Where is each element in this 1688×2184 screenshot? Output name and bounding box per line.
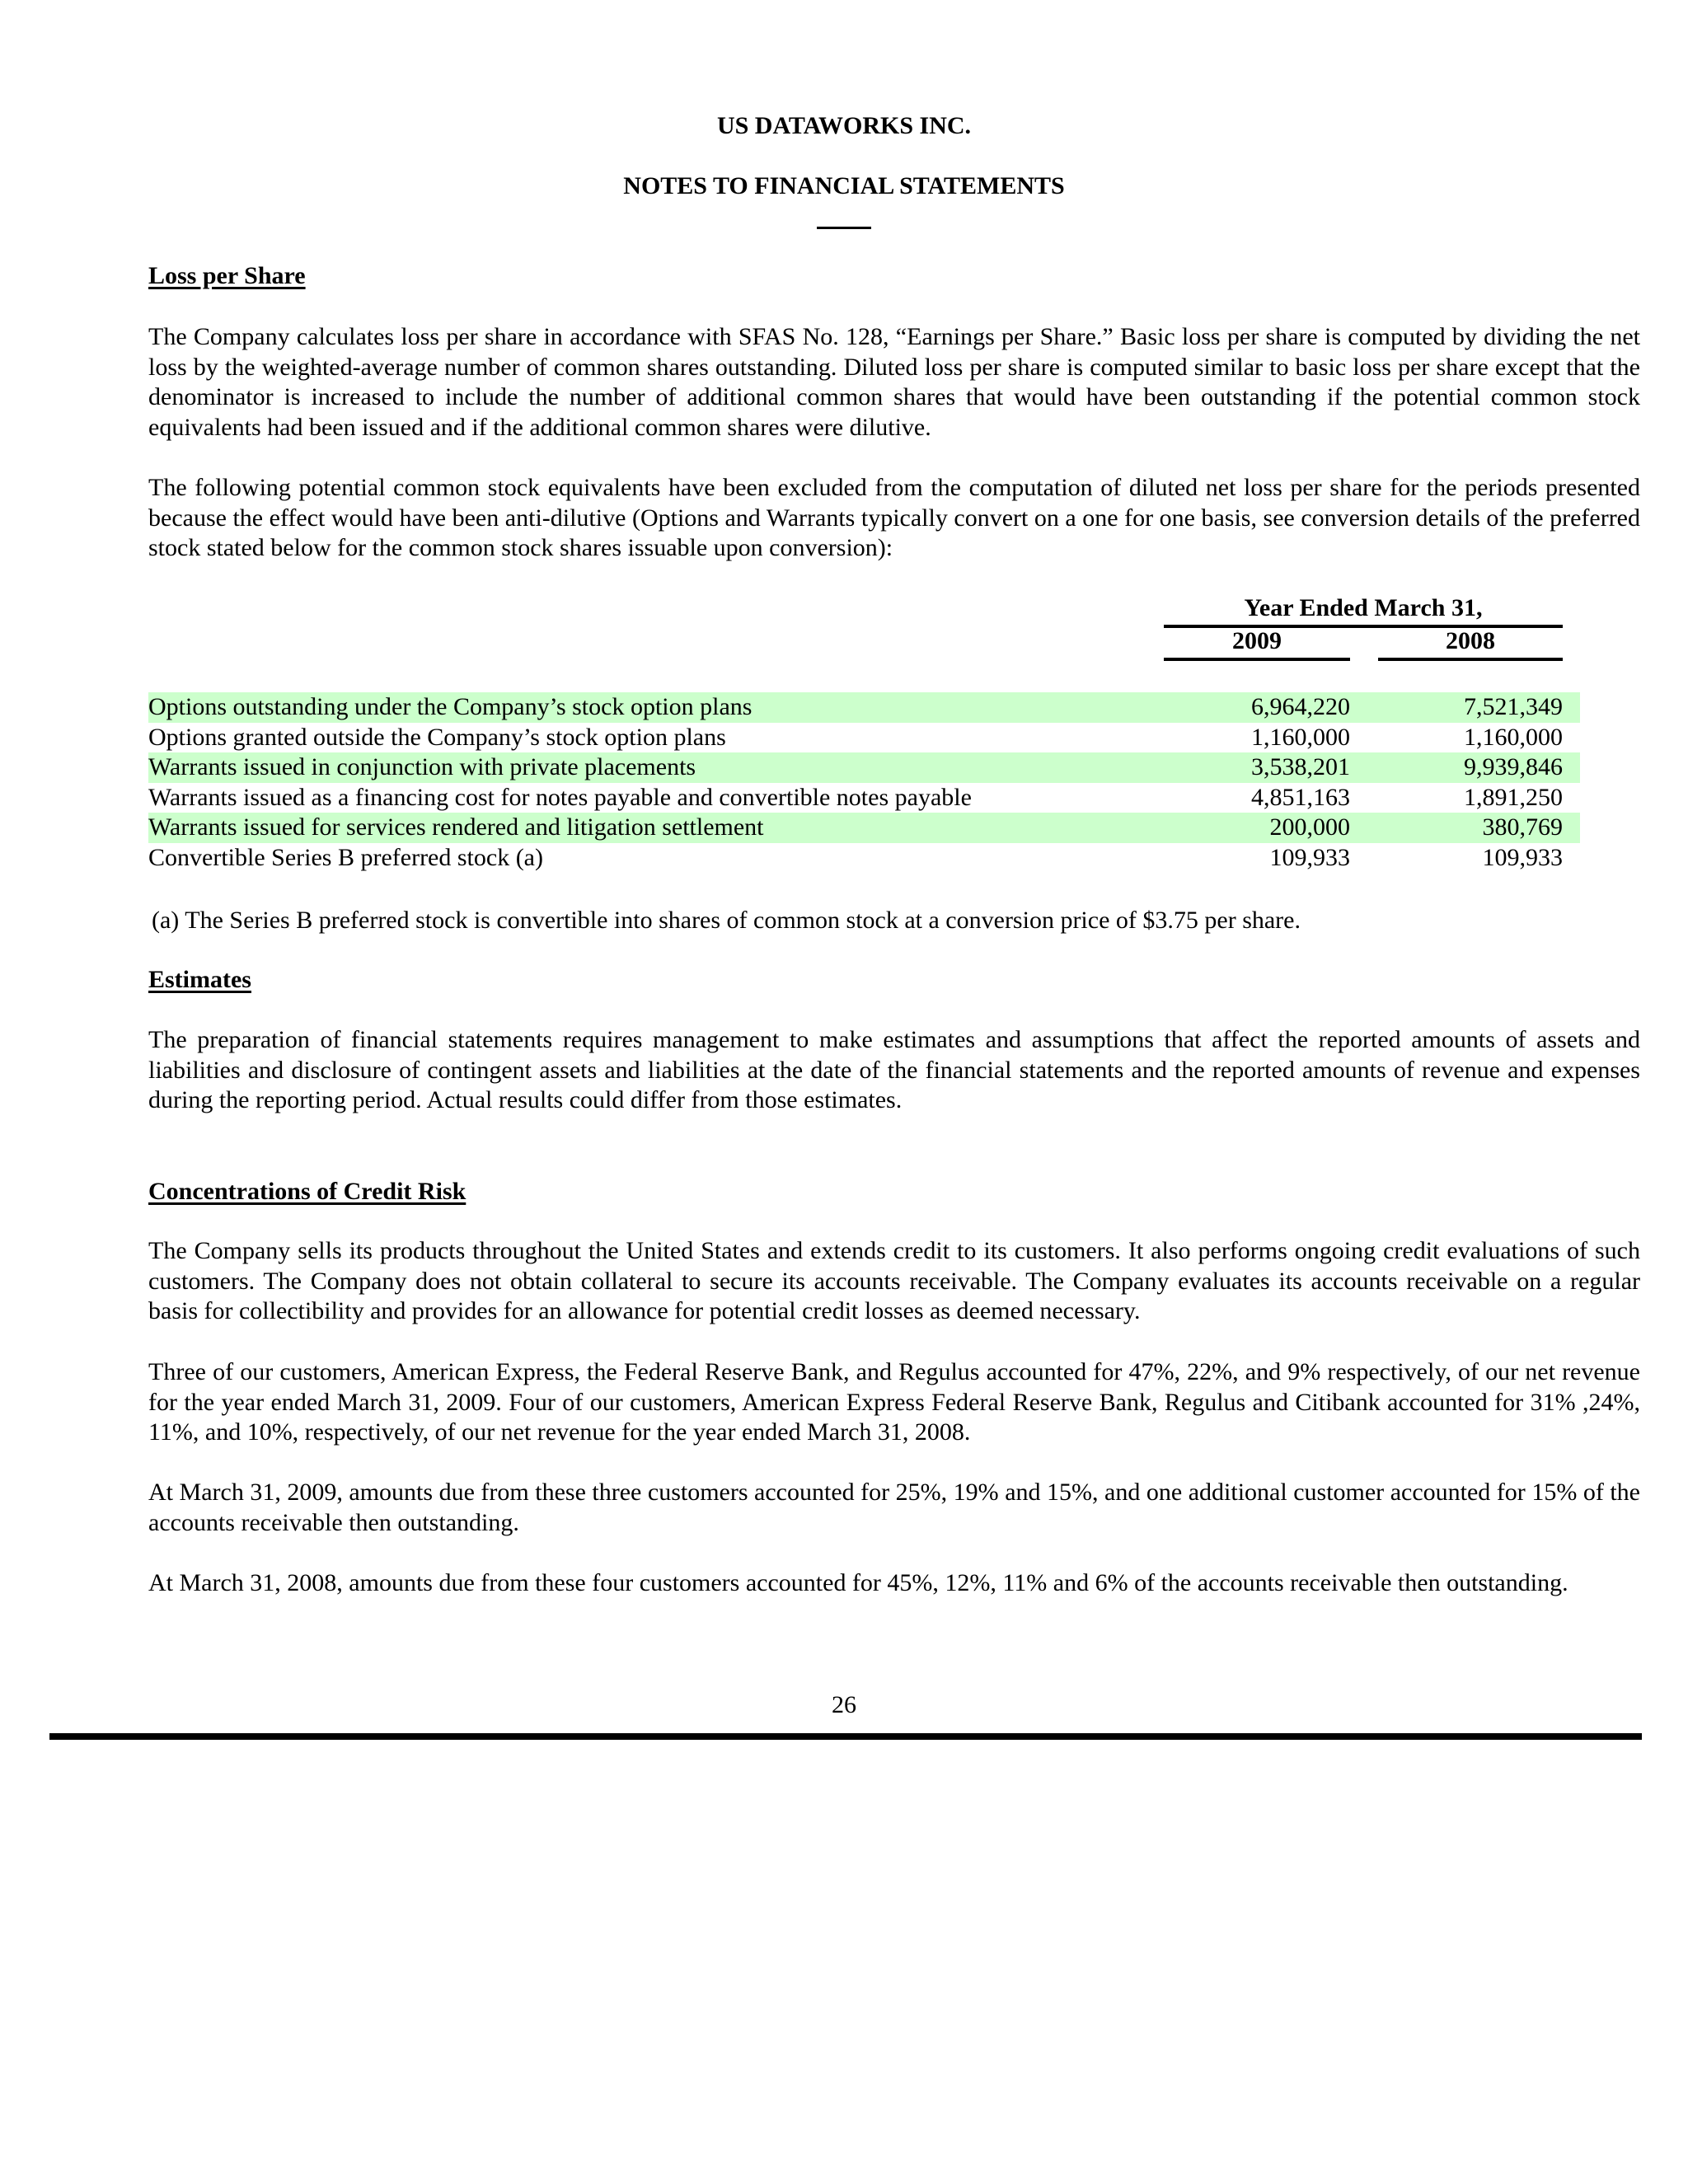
table-span-header: Year Ended March 31,: [1164, 592, 1563, 628]
row-value-2008: 1,160,000: [1464, 723, 1563, 751]
page-number: 26: [832, 1691, 856, 1718]
row-label: Warrants issued for services rendered and litigation settlement: [148, 813, 764, 841]
row-label: Warrants issued as a financing cost for notes payable and convertible notes payable: [148, 783, 972, 811]
credit-risk-paragraph-3: At March 31, 2009, amounts due from these three customers accounted for 25%, 19% and 15%, and one additional customer accounted for 15% of the accounts receivable then outstanding.: [148, 1479, 1640, 1536]
table-footnote: (a) The Series B preferred stock is convertible into shares of common stock at a conversion price of $3.75 per share.: [152, 907, 1301, 934]
row-label: Warrants issued in conjunction with private placements: [148, 753, 696, 780]
row-value-2009: 200,000: [1269, 813, 1350, 841]
title-rule: [817, 227, 871, 229]
table-column-2009: 2009: [1164, 625, 1350, 661]
company-name: US DATAWORKS INC.: [716, 112, 972, 139]
row-value-2009: 109,933: [1269, 843, 1350, 871]
bottom-rule: [49, 1733, 1642, 1740]
row-value-2008: 1,891,250: [1464, 783, 1563, 811]
heading-estimates: Estimates: [148, 966, 251, 993]
heading-loss-per-share: Loss per Share: [148, 262, 306, 289]
table-column-2008: 2008: [1378, 625, 1563, 661]
table-row: [148, 813, 1580, 843]
row-value-2008: 7,521,349: [1464, 693, 1563, 720]
table-row: [148, 783, 1580, 813]
table-row: [148, 692, 1580, 723]
heading-credit-risk: Concentrations of Credit Risk: [148, 1178, 467, 1205]
estimates-paragraph: The preparation of financial statements requires management to make estimates and assumptions that affect the reported amounts of assets and liabilities and disclosure of contingent assets and liabilities at the date of the financial statements and the reported amounts of revenue and expenses during the reporting period. Actual results could differ from those estimates.: [148, 1026, 1640, 1113]
row-value-2008: 380,769: [1482, 813, 1563, 841]
equivalents-table: [148, 692, 1580, 873]
table-row: [148, 843, 1580, 874]
credit-risk-paragraph-2: Three of our customers, American Express, the Federal Reserve Bank, and Regulus accounted for 47%, 22%, and 9% respectively, of our net revenue for the year ended March 31, 2009. Four of our customers, American Express Federal Reserve Bank, Regulus and Citibank accounted for 31% ,24%, 11%, and 10%, respectively, of our net revenue for the year ended March 31, 2008.: [148, 1358, 1640, 1446]
row-value-2009: 3,538,201: [1251, 753, 1350, 780]
loss-per-share-paragraph-2: The following potential common stock equivalents have been excluded from the computation of diluted net loss per share for the periods presented because the effect would have been anti-dilutive (Options and Warrants typically convert on a one for one basis, see conversion details of the preferred stock stated below for the common stock shares issuable upon conversion):: [148, 474, 1640, 561]
row-label: Convertible Series B preferred stock (a): [148, 843, 543, 871]
table-row: [148, 752, 1580, 783]
row-value-2009: 4,851,163: [1251, 783, 1350, 811]
row-value-2009: 6,964,220: [1251, 693, 1350, 720]
credit-risk-paragraph-1: The Company sells its products throughout the United States and extends credit to its customers. It also performs ongoing credit evaluations of such customers. The Company does not obtain collateral to secure its accounts receivable. The Company evaluates its accounts receivable on a regular basis for collectibility and provides for an allowance for potential credit losses as deemed necessary.: [148, 1237, 1640, 1324]
row-label: Options outstanding under the Company’s stock option plans: [148, 693, 753, 720]
table-row: [148, 723, 1580, 753]
row-value-2008: 109,933: [1482, 843, 1563, 871]
row-value-2009: 1,160,000: [1251, 723, 1350, 751]
document-title: NOTES TO FINANCIAL STATEMENTS: [623, 172, 1065, 199]
row-label: Options granted outside the Company’s stock option plans: [148, 723, 726, 751]
loss-per-share-paragraph-1: The Company calculates loss per share in accordance with SFAS No. 128, “Earnings per Share.” Basic loss per share is computed by dividing the net loss by the weighted-average number of common shares outstanding. Diluted loss per share is computed similar to basic loss per share except that the denominator is increased to include the number of additional common shares that would have been outstanding if the potential common stock equivalents had been issued and if the additional common shares were dilutive.: [148, 323, 1640, 441]
row-value-2008: 9,939,846: [1464, 753, 1563, 780]
credit-risk-paragraph-4: At March 31, 2008, amounts due from these four customers accounted for 45%, 12%, 11% and 6% of the accounts receivable then outstanding.: [148, 1569, 1568, 1596]
